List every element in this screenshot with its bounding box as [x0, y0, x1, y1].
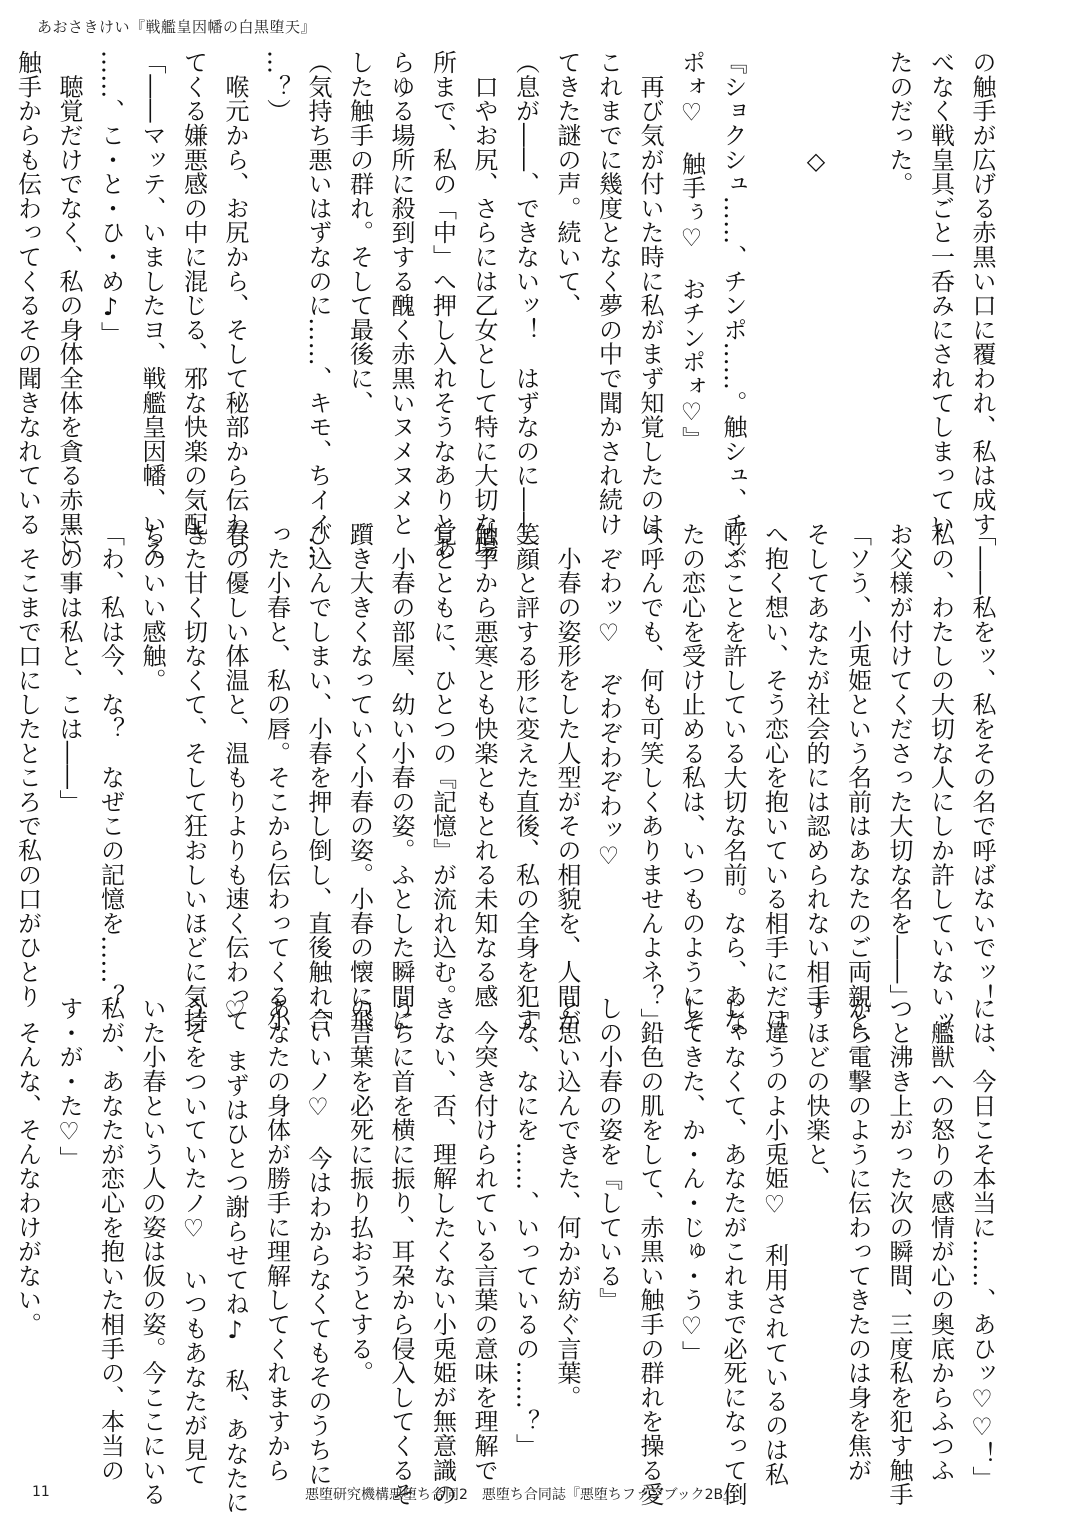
text-line: 私の、わたしの大切な人にしか許していないッ、 — [926, 522, 955, 1057]
text-line: 躓き大きくなっていく小春の姿。小春の懐に飛 — [345, 522, 374, 1033]
text-line: へ抱く想い、そう恋心を抱いている相手にだけ — [760, 522, 789, 1033]
text-line: べなく戦皇具ごと一呑みにされてしまってい — [926, 50, 955, 536]
text-line: ポォ♡ 触手ぅ♡ おチンポォ♡』 — [677, 50, 706, 451]
text-line: つと沸き上がった次の瞬間、三度私を犯す触手 — [885, 996, 913, 1507]
text-line: 私が、あなたが恋心を抱いた相手の、本当の — [96, 996, 125, 1482]
text-line: すほどの快楽と、 — [802, 996, 830, 1191]
text-line: てきた謎の声。続いて、 — [553, 50, 581, 318]
text-line — [836, 50, 878, 480]
text-line: ♡ まずはひとつ謝らせてね♪ 私、あなたに — [221, 996, 249, 1515]
text-line: 口やお尻、さらには乙女として特に大切な場 — [470, 50, 498, 561]
text-line: てくる嫌悪感の中に混じる、邪な快楽の気配。 — [179, 50, 208, 561]
text-block-top — [13, 50, 1002, 561]
text-line: ◇ — [802, 50, 830, 176]
text-line: 小春の部屋、幼い小春の姿。ふとした瞬間に — [387, 522, 415, 1033]
text-line: これまでに幾度となく夢の中で聞かされ続け — [594, 50, 623, 536]
text-line: す・が・た♡」 — [55, 996, 83, 1171]
text-line: そしてあなたが社会的には認められない相手 — [802, 522, 830, 1008]
text-line: 「ソう、小兎姫という名前はあなたのご両親と、 — [843, 522, 872, 1057]
text-line: 今突き付けられている言葉の意味を理解で — [470, 996, 498, 1482]
text-line: この事は私と、こは――」 — [55, 522, 83, 814]
text-line: らゆる場所に殺到する醜く赤黒いヌメヌメと — [387, 50, 415, 536]
text-line: 「――私をッ、私をその名で呼ばないでッ！ — [968, 522, 996, 1008]
text-line: そこまで口にしたところで私の口がひとり — [13, 522, 42, 1008]
text-line: そんな、そんなわけがない。 — [13, 996, 42, 1337]
text-line: いた小春という人の姿は仮の姿。今ここにいる — [138, 996, 166, 1507]
text-line: った小春と、私の唇。そこから伝わってくる小 — [262, 522, 291, 1033]
text-line: 喉元から、お尻から、そして秘部から伝わっ — [221, 50, 249, 561]
text-line: には、今日こそ本当に……、あひッ♡♡！」 — [968, 996, 996, 1490]
text-line: 聴覚だけでなく、私の身体全体を貪る赤黒い — [55, 50, 83, 561]
page-number: 11 — [32, 1484, 50, 1500]
text-line: してきた、か・ん・じゅ・う♡」 — [677, 996, 706, 1365]
text-line: （気持ち悪いはずなのに……、キモ、ちイイ… — [304, 50, 332, 561]
text-line: うちに首を横に振り、耳朶から侵入してくるそ — [387, 996, 415, 1507]
text-line — [753, 50, 795, 480]
text-line: ちのいい感触。 — [138, 522, 166, 693]
text-line: 小春の姿形をした人型がその相貌を、人間が — [553, 522, 581, 1033]
text-line: 触手からも伝わってくるその聞きなれている — [13, 50, 42, 536]
text-line: 再び気が付いた時に私がまず知覚したのは、 — [636, 50, 664, 561]
text-line: 笑顔と評する形に変えた直後、私の全身を犯す — [511, 522, 540, 1033]
text-line: から電撃のように伝わってきたのは身を焦が — [843, 996, 872, 1482]
text-line: 「わ、私は今、な？ なぜこの記憶を……？ — [96, 522, 125, 1008]
text-line: たのだった。 — [885, 50, 913, 196]
publication-title: 悪堕研究機構悪堕ち合同2 悪堕ち合同誌『悪堕ちファンブック2B』 — [305, 1487, 738, 1503]
text-line: じゃなくて、あなたがこれまで必死になって倒 — [719, 996, 747, 1507]
text-line: 鉛色の肌をして、赤黒い触手の群れを操る愛 — [636, 996, 664, 1507]
text-line: …？） — [262, 50, 291, 123]
text-line: あなたの身体が勝手に理解してくれますから — [262, 996, 291, 1482]
text-line: ぞわッ♡ ぞわぞわぞわッ♡ — [594, 522, 623, 871]
text-block-middle — [13, 522, 1002, 1057]
text-line: 艦獣への怒りの感情が心の奥底からふつふ — [926, 996, 955, 1482]
text-line: 『ショクシュ……、チンポ……。触シュ、チン — [719, 50, 747, 561]
text-line: う呼んでも、何も可笑しくありませんよネ？」 — [636, 522, 664, 1033]
text-line: 覚とともに、ひとつの『記憶』が流れ込む。 — [428, 522, 457, 1008]
text-line: 所まで、私の「中」へ押し入れそうなありとあ — [428, 50, 457, 561]
text-line: 「な、なにを……、いっているの……？」 — [511, 996, 540, 1458]
text-line: うそをついていたノ♡ いつもあなたが見て — [179, 996, 208, 1486]
text-line — [0, 522, 6, 952]
text-line: び込んでしまい、小春を押し倒し、直後触れ合 — [304, 522, 332, 1033]
text-line — [0, 50, 6, 480]
text-line: 春の優しい体温と、温もりよりも速く伝わって — [221, 522, 249, 1033]
text-line: きた甘く切なくて、そして狂おしいほどに気持 — [179, 522, 208, 1033]
text-line: 「違うのよ小兎姫♡ 利用されているのは私 — [760, 996, 789, 1486]
text-line: の触手が広げる赤黒い口に覆われ、私は成す — [968, 50, 996, 536]
text-line: （息が――、できないッ！ はずなのに――） — [511, 50, 540, 561]
text-line: たの恋心を受け止める私は、いつものようにそ — [677, 522, 706, 1033]
text-line — [0, 996, 6, 1441]
text-line: ……、こ・と・ひ・め♪」 — [96, 50, 125, 346]
text-line: しの小春の姿を『している』 — [594, 996, 623, 1312]
text-line: きない、否、理解したくない小兎姫が無意識の — [428, 996, 457, 1507]
text-line: 「いいノ♡ 今はわからなくてもそのうちに — [304, 996, 332, 1486]
text-line: お父様が付けてくださった大切な名を――」 — [885, 522, 913, 1008]
header-title: あおさきけい『戦艦皇因幡の白黒堕天』 — [37, 18, 317, 36]
text-line: と思い込んできた、何かが紡ぐ言葉。 — [553, 996, 581, 1410]
text-line: した触手の群れ。そして最後に、 — [345, 50, 374, 415]
text-line: 呼ぶことを許している大切な名前。なら、あな — [719, 522, 747, 1033]
text-line: 触手から悪寒とも快楽ともとれる未知なる感 — [470, 522, 498, 1008]
text-line: の言葉を必死に振り払おうとする。 — [345, 996, 374, 1385]
text-line: 「――マッテ、いましたヨ、戦艦皇因幡、いえ — [138, 50, 166, 561]
